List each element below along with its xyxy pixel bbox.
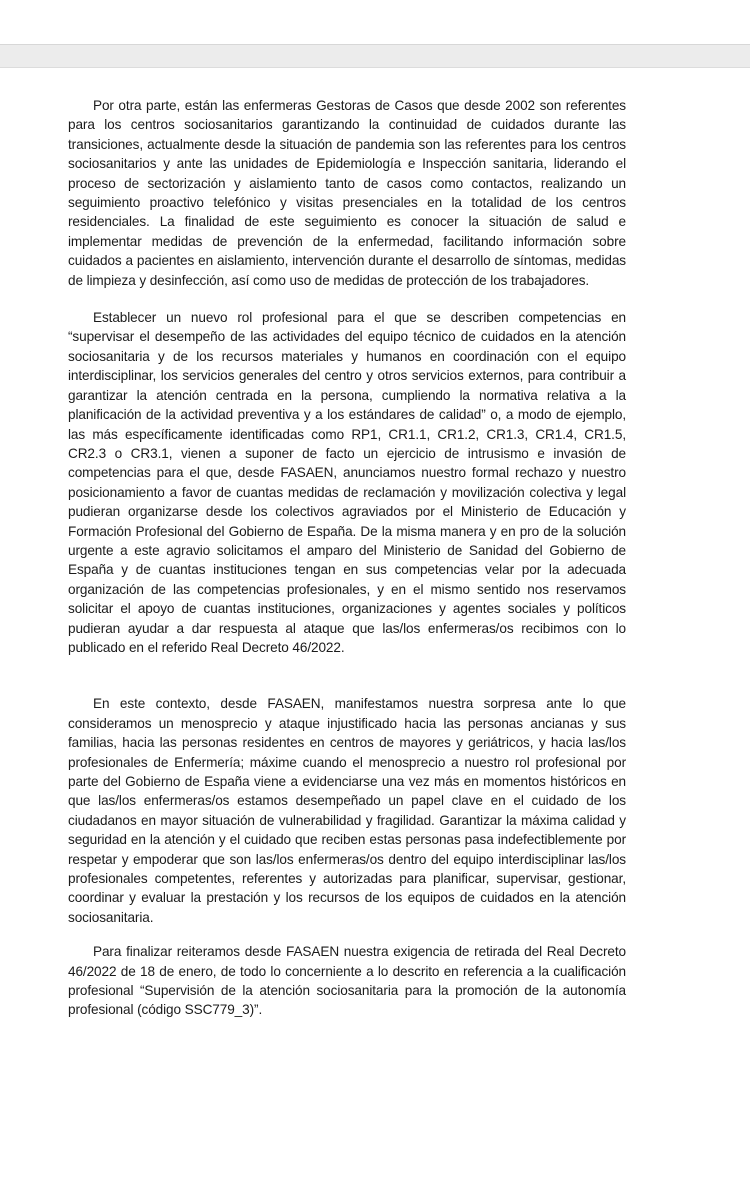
paragraph-nuevo-rol-profesional: Establecer un nuevo rol profesional para el que se describen competencias en “supervisar el desempeño de las actividades del equipo técnico de cuidados en la atención sociosanitaria y de los recursos materiales y humanos en coordinación con el equipo interdisciplinar, los servicios generales del centro y otros servicios externos, para contribuir a garantizar la atención centrada en la persona, cumpliendo la normativa relativa a la planificación de la actividad preventiva y a los estándares de calidad” o, a modo de ejemplo, las más específicamente identificadas como RP1, CR1.1, CR1.2, CR1.3, CR1.4, CR1.5, CR2.3 o CR3.1, vienen a suponer de facto un ejercicio de intrusismo e invasión de competencias para el que, desde FASAEN, anunciamos nuestro formal rechazo y nuestro posicionamiento a favor de cuantas medidas de reclamación y movilización colectiva y legal pudieran organizarse desde los colectivos agraviados por el Ministerio de Educación y Formación Profesional del Gobierno de España. De la misma manera y en pro de la solución urgente a este agravio solicitamos el amparo del Ministerio de Sanidad del Gobierno de España y de cuantas instituciones tengan en sus competencias velar por la adecuada organización de las competencias profesionales, y en el mismo sentido nos reservamos solicitar el apoyo de cuantas instituciones, organizaciones y agentes sociales y políticos pudieran ayudar a dar respuesta al ataque que las/los enfermeras/os recibimos con lo publicado en el referido Real Decreto 46/2022. [68, 310, 626, 655]
document-body [68, 96, 626, 1020]
previous-page-edge [0, 0, 750, 45]
paragraph-conclusion: Para finalizar reiteramos desde FASAEN nuestra exigencia de retirada del Real Decreto 46/2022 de 18 de enero, de todo lo concerniente a lo descrito en referencia a la cualificación profesional “Supervisión de la atención sociosanitaria para la promoción de la autonomía profesional (código SSC779_3)”. [68, 944, 626, 1018]
paragraph-gestoras-de-casos: Por otra parte, están las enfermeras Gestoras de Casos que desde 2002 son referentes para los centros sociosanitarios garantizando la continuidad de cuidados durante las transiciones, actualmente desde la situación de pandemia son las referentes para los centros sociosanitarios y ante las unidades de Epidemiología e Inspección sanitaria, liderando el proceso de sectorización y aislamiento tanto de casos como contactos, realizando un seguimiento proactivo telefónico y visitas presenciales en la totalidad de los centros residenciales. La finalidad de este seguimiento es conocer la situación de salud e implementar medidas de prevención de la enfermedad, facilitando información sobre cuidados a pacientes en aislamiento, intervención durante el desarrollo de síntomas, medidas de limpieza y desinfección, así como uso de medidas de protección de los trabajadores. [68, 98, 626, 288]
paragraph-contexto-fasaen: En este contexto, desde FASAEN, manifestamos nuestra sorpresa ante lo que consideramos un menosprecio y ataque injustificado hacia las personas ancianas y sus familias, hacia las personas residentes en centros de mayores y geriátricos, y hacia las/los profesionales de Enfermería; máxime cuando el menosprecio a nuestro rol profesional por parte del Gobierno de España viene a evidenciarse una vez más en momentos históricos en que las/los enfermeras/os estamos desempeñado un papel clave en el cuidado de los ciudadanos en mayor situación de vulnerabilidad y fragilidad. Garantizar la máxima calidad y seguridad en la atención y el cuidado que reciben estas personas pasa indefectiblemente por respetar y empoderar que son las/los enfermeras/os dentro del equipo interdisciplinar las/los profesionales competentes, referentes y autorizadas para planificar, supervisar, gestionar, coordinar y evaluar la prestación y los recursos de los equipos de cuidados en la atención sociosanitaria. [68, 696, 626, 925]
page-gap [0, 45, 750, 67]
